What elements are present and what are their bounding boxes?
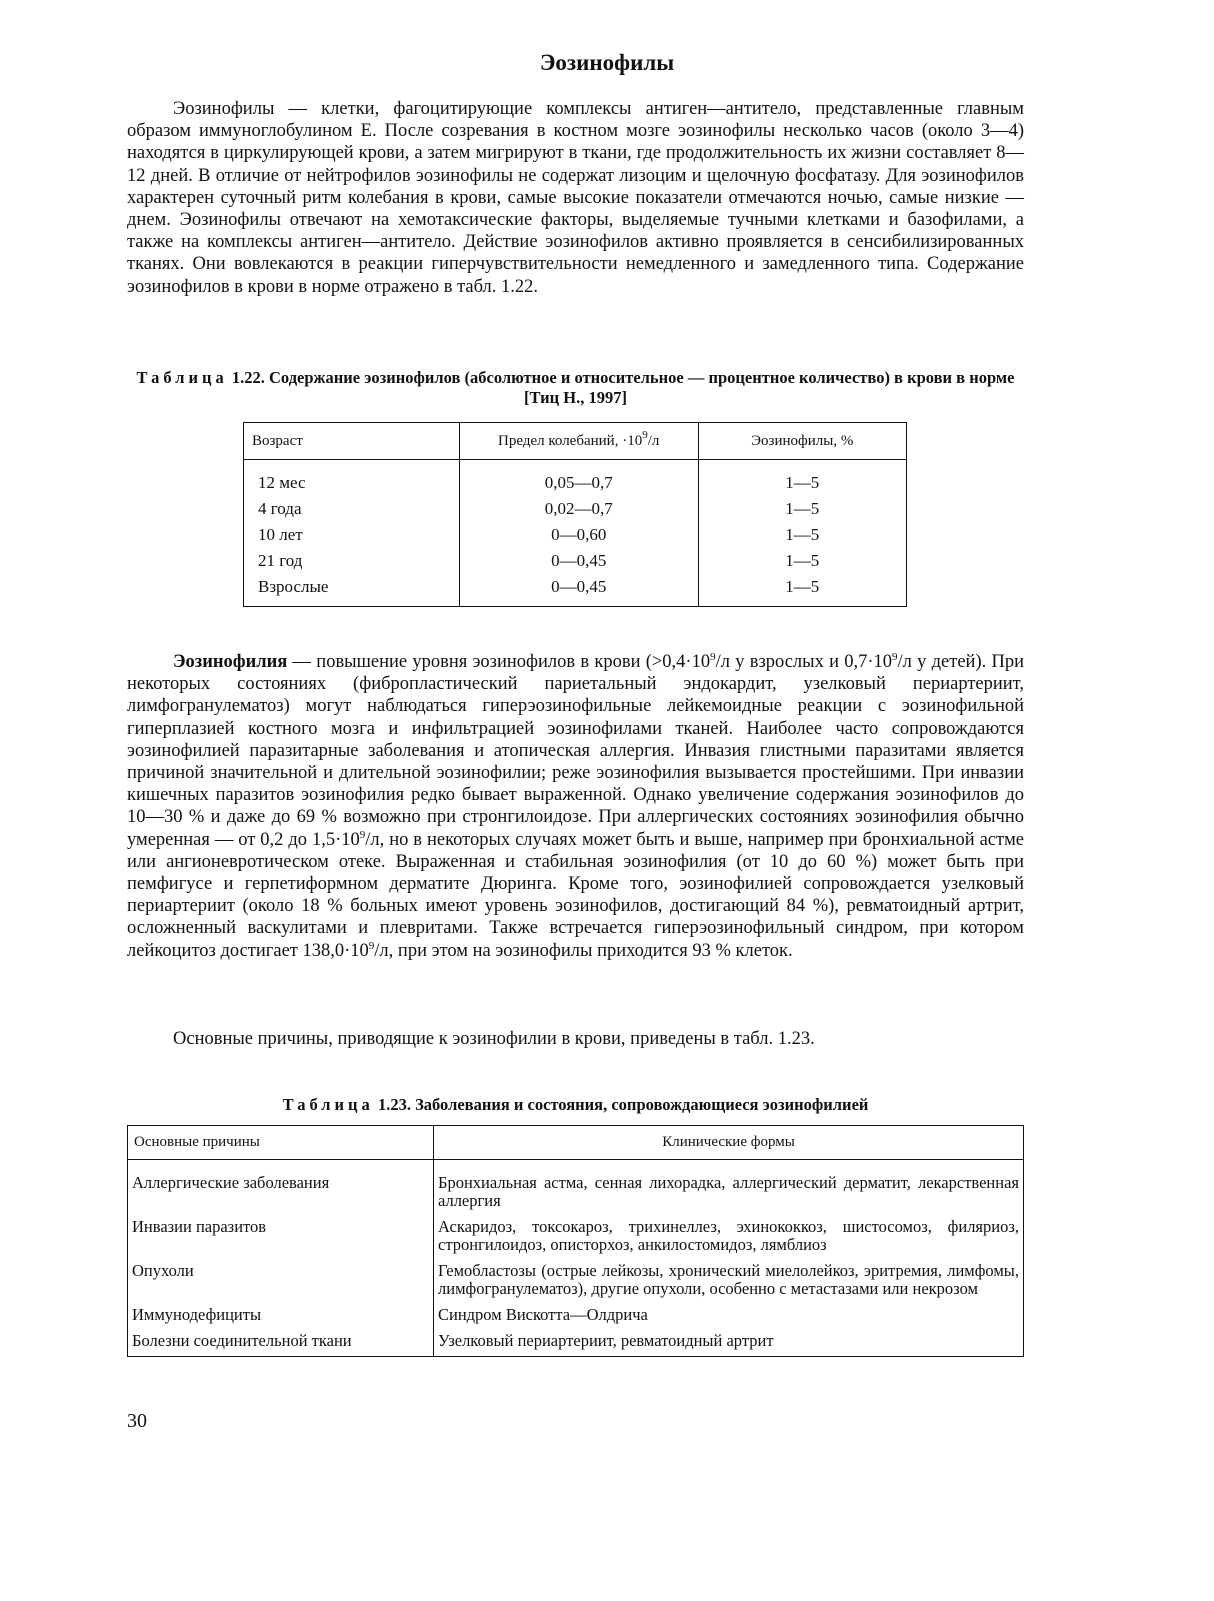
cause-cell: Аллергические заболевания: [128, 1172, 434, 1216]
percent-cell: 1—5: [698, 548, 907, 574]
range-header-unit: /л: [647, 432, 660, 449]
table-header-row: [128, 1126, 1024, 1160]
table-row: [244, 496, 907, 522]
range-cell: 0,05—0,7: [459, 470, 698, 496]
percent-cell: 1—5: [698, 496, 907, 522]
cause-cell: Болезни соединительной ткани: [128, 1330, 434, 1357]
eosinophilia-paragraph: [127, 651, 1024, 962]
cause-cell: Иммунодефициты: [128, 1304, 434, 1330]
causes-paragraph: Основные причины, приводящие к эозинофилии в крови, приведены в табл. 1.23.: [173, 1029, 815, 1049]
intro-paragraph: Эозинофилы — клетки, фагоцитирующие комплексы антиген—антитело, представленные главным образом иммуноглобулином Е. После созревания в костном мозге эозинофилы несколько часов (около 3—4) находятся в циркулирующей крови, а затем мигрируют в ткани, где продолжительность их жизни составляет 8—12 дней. В отличие от нейтрофилов эозинофилы не содержат лизоцим и щелочную фосфатазу. Для эозинофилов характерен суточный ритм колебания в крови, самые высокие показатели отмечаются ночью, самые низкие — днем. Эозинофилы отвечают на хемотаксические факторы, выделяемые тучными клетками и базофилами, а также на комплексы антиген—антитело. Действие эозинофилов активно проявляется в сенсибилизированных тканях. Они вовлекаются в реакции гиперчувствительности немедленного и замедленного типа. Содержание эозинофилов в крови в норме отражено в табл. 1.22.: [127, 99, 1024, 297]
forms-cell: Узелковый периартериит, ревматоидный артрит: [434, 1330, 1024, 1357]
column-header-range: [459, 423, 698, 460]
range-cell: 0—0,60: [459, 522, 698, 548]
range-cell: 0,02—0,7: [459, 496, 698, 522]
cause-cell: Инвазии паразитов: [128, 1216, 434, 1260]
table-row: [244, 522, 907, 548]
exponent: 9: [359, 828, 366, 841]
eosinophilia-text-4: /л, но в некоторых случаях может быть и выше, например при бронхиальной астме или ангионевротическом отеке. Выраженная и стабильная эозинофилия (от 10 до 60 %) может быть при пемфигусе и герпетиформном дерматите Дюринга. Кроме того, эозинофилией сопровождается узелковый периартериит (около 18 % больных имеют уровень эозинофилов, достигающий 84 %), ревматоидный артрит, осложненный васкулитами и плевритами. Также встречается гиперэозинофильный синдром, при котором лейкоцитоз достигает 138,0·10: [127, 829, 1025, 961]
age-cell: 21 год: [244, 548, 460, 574]
eosinophilia-text-2: /л у взрослых и 0,7·10: [715, 652, 893, 672]
percent-cell: 1—5: [698, 470, 907, 496]
table-row: [128, 1330, 1024, 1357]
eosinophilia-text-1: — повышение уровня эозинофилов в крови (>0,4·10: [287, 652, 711, 672]
table-row: [244, 574, 907, 607]
table1-caption: [127, 368, 1024, 408]
page-number: 30: [127, 1410, 147, 1432]
table2-label: Таблица: [282, 1095, 374, 1114]
table-row: [128, 1172, 1024, 1216]
table-row: [128, 1216, 1024, 1260]
column-header-age: Возраст: [244, 423, 460, 460]
percent-cell: 1—5: [698, 522, 907, 548]
range-cell: 0—0,45: [459, 548, 698, 574]
table-row: [244, 548, 907, 574]
eosinophilia-text-5: /л, при этом на эозинофилы приходится 93 % клеток.: [374, 940, 793, 961]
table-row: [128, 1260, 1024, 1304]
forms-cell: Гемобластозы (острые лейкозы, хронический миелолейкоз, эритремия, лимфомы, лимфогранулематоз), другие опухоли, особенно с метастазами или некрозом: [434, 1260, 1024, 1304]
exponent: 9: [710, 651, 716, 663]
eosinophilia-term: Эозинофилия: [173, 652, 288, 672]
range-header-text: Предел колебаний, ·10: [498, 432, 643, 449]
age-cell: 4 года: [244, 496, 460, 522]
table-row: [128, 1304, 1024, 1330]
table1-caption-text: 1.22. Содержание эозинофилов (абсолютное и относительное — процентное количество) в крови в норме [Тиц Н., 1997]: [231, 368, 1015, 407]
age-cell: Взрослые: [244, 574, 460, 607]
age-cell: 10 лет: [244, 522, 460, 548]
percent-cell: 1—5: [698, 574, 907, 607]
forms-cell: Синдром Вискотта—Олдрича: [434, 1304, 1024, 1330]
forms-cell: Аскаридоз, токсокароз, трихинеллез, эхинококкоз, шистосомоз, филяриоз, стронгилоидоз, описторхоз, анкилостомидоз, лямблиоз: [434, 1216, 1024, 1260]
exponent: 9: [892, 651, 898, 663]
table1-label: Таблица: [136, 368, 228, 387]
cause-cell: Опухоли: [128, 1260, 434, 1304]
range-cell: 0—0,45: [459, 574, 698, 607]
age-cell: 12 мес: [244, 470, 460, 496]
eosinophilia-causes-table: [127, 1125, 1024, 1357]
column-header-causes: Основные причины: [128, 1126, 434, 1160]
eosinophil-norm-table: [243, 422, 907, 607]
column-header-percent: Эозинофилы, %: [698, 423, 907, 460]
table-spacer-row: [244, 460, 907, 471]
table-header-row: [244, 423, 907, 460]
exponent: 9: [368, 939, 375, 952]
section-heading: Эозинофилы: [539, 50, 675, 75]
table2-caption-text: 1.23. Заболевания и состояния, сопровождающиеся эозинофилией: [377, 1095, 869, 1114]
eosinophilia-text-3: /л у детей). При некоторых состояниях (фибропластический париетальный эндокардит, узелковый периартериит, лимфогранулематоз) могут наблюдаться гиперэозинофильные лейкемоидные реакции с эозинофильной гиперплазией костного мозга и инфильтрацией эозинофилами тканей. Наиболее часто сопровождаются эозинофилией паразитарные заболевания и атопическая аллергия. Инвазия глистными паразитами является причиной значительной и длительной эозинофилии; реже эозинофилия вызывается простейшими. При инвазии кишечных паразитов эозинофилия редко бывает выраженной. Однако увеличение содержания эозинофилов до 10—30 % и даже до 69 % возможно при стронгилоидозе. При аллергических состояниях эозинофилия обычно умеренная — от 0,2 до 1,5·10: [127, 652, 1024, 850]
table-row: [244, 470, 907, 496]
table-spacer-row: [128, 1160, 1024, 1173]
table2-caption: [127, 1095, 1024, 1115]
forms-cell: Бронхиальная астма, сенная лихорадка, аллергический дерматит, лекарственная аллергия: [434, 1172, 1024, 1216]
column-header-forms: Клинические формы: [434, 1126, 1024, 1160]
range-header-exponent: 9: [642, 428, 648, 441]
